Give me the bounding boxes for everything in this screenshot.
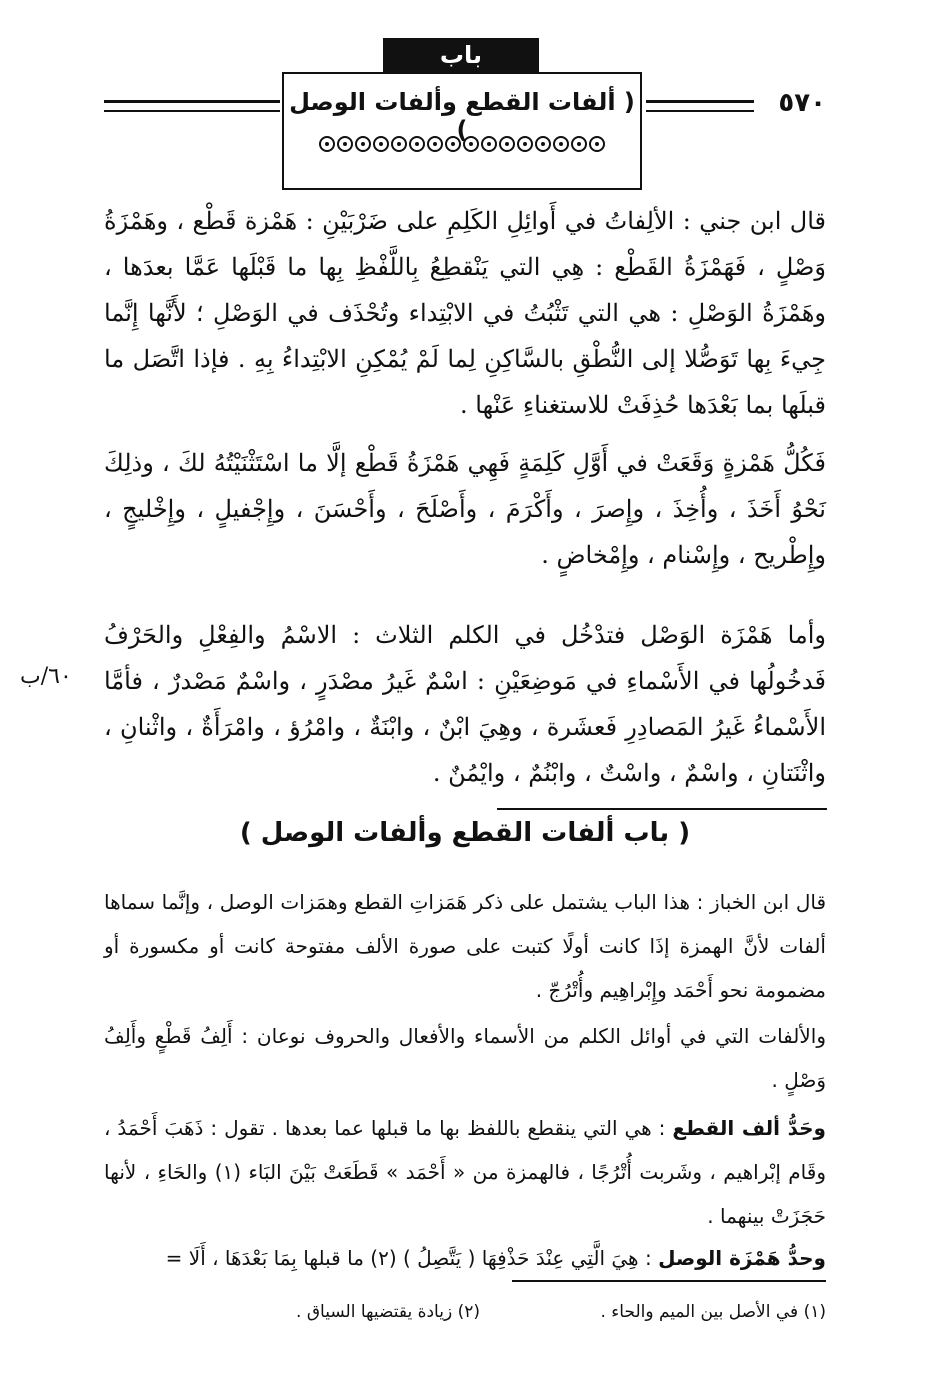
footnote-2: (٢) زيادة يقتضيها السياق . [296,1302,480,1322]
footnote-1: (١) في الأصل بين الميم والحاء . [600,1302,826,1322]
chapter-title-box [282,72,642,190]
body-paragraph-2: فَكُلُّ هَمْزةٍ وَقَعَتْ في أَوَّلِ كَلِمَةٍ فَهِي هَمْزَةُ قَطْع إلَّا ما اسْتَثْنَيْتُهُ لكَ ، وذلِكَ نَحْوُ أَخَذَ ، وأُخِذَ ، وإِصرَ ، وأَكْرَمَ ، وأَصْلَحَ ، وأَحْسَنَ ، وإِجْفيلٍ ، وإِخْليجٍ ، وإِطْريح ، وإِسْنام ، وإِمْخاضٍ . [104,449,826,569]
header-rule-left [104,100,280,112]
body-paragraph-1: قال ابن جني : الألِفاتُ في أَوائِلِ الكَلِمِ على ضَرْبَيْنِ : هَمْزة قَطْع ، وهَمْزَةُ وَصْلٍ ، فَهَمْزَةُ القَطْع : هِي التي يَنْقطِعُ بِاللَّفْظِ بِها ما قَبْلَها عَمَّا بعدَها ، وهَمْزَةُ الوَصْلِ : هي التي تَثْبُتُ في الابْتِداء وتُحْذَف في الوَصْلِ ؛ لأَنَّها إِنَّما جِيءَ بِها تَوَصُّلا إلى النُّطْقِ بالسَّاكِنِ لِما لَمْ يُمْكِنِ الابْتِداءُ بِهِ . فإذا اتَّصَل ما قبلَها بما بَعْدَها حُذِفَتْ للاستغناءِ عَنْها . [104,207,827,419]
commentary-paragraph-3 [104,1106,826,1238]
chapter-title: ( ألفات القطع وألفات الوصل ) [289,88,635,144]
commentary-paragraph-2: والألفات التي في أوائل الكلم من الأسماء والأفعال والحروف نوعان : أَلِفُ قَطْعٍ وأَلِفُ وَصْلٍ . [104,1024,826,1092]
chapter-tab: باب [383,38,539,72]
definition-text: : هِيَ الَّتِي عِنْدَ حَذْفِهَا ( يَتَّصِلُ ) (٢) ما قبلها بِمَا بَعْدَهَا ، أَلَا = [165,1246,659,1270]
header-rule-right [646,100,754,112]
definition-text: : هي التي ينقطع باللفظ بها ما قبلها عما بعدها . تقول : ذَهَبَ أَحْمَدُ ، وقَام إبْراهيم ، وشَربت أُتْرُجًا ، فالهمزة من « أَحْمَد » قَطَعَتْ بَيْنَ البَاء (١) والحَاءِ ، لأنها حَجَزَتْ بينهما . [104,1116,826,1228]
section-heading: ( باب ألفات القطع وألفات الوصل ) [239,818,691,848]
section-divider [497,808,827,810]
definition-term: وحدُّ هَمْزَة الوصل [658,1246,826,1270]
definition-term: وحَدُّ ألف القطع [672,1116,826,1140]
page-number: ٥٧٠ [778,88,826,118]
manuscript-folio-note: ٦٠/ب [20,664,72,689]
body-paragraph-3: وأما هَمْزَة الوَصْل فتدْخُل في الكلم الثلاث : الاسْمُ والفِعْلِ والحَرْفُ فَدخُولُها في الأَسْماءِ في مَوضِعَيْنِ : اسْمٌ غَيرُ مصْدَرٍ ، واسْمٌ مَصْدرٌ ، فأمَّا الأَسْماءُ غَيرُ المَصادِرِ فَعشَرة ، وهِيَ ابْنٌ ، وابْنَةٌ ، وامْرُؤ ، وامْرَأَةٌ ، واثْنانِ ، واثْنَتانِ ، واسْمٌ ، واسْتٌ ، وابْنُمٌ ، وايْمُنٌ . [104,621,826,787]
commentary-paragraph-1: قال ابن الخباز : هذا الباب يشتمل على ذكر هَمَزاتِ القطع وهمَزات الوصل ، وإنَّما سماها ألفات لأنَّ الهمزة إذَا كانت أولًا كتبت على صورة الألف مفتوحة كانت أو مكسورة أو مضمومة نحو أَحْمَد وإِبْراهِيم وأُتْرُجّ . [104,890,826,1002]
commentary-paragraph-4 [104,1236,826,1280]
footnote-divider [512,1280,826,1282]
ornament-border [300,136,624,156]
